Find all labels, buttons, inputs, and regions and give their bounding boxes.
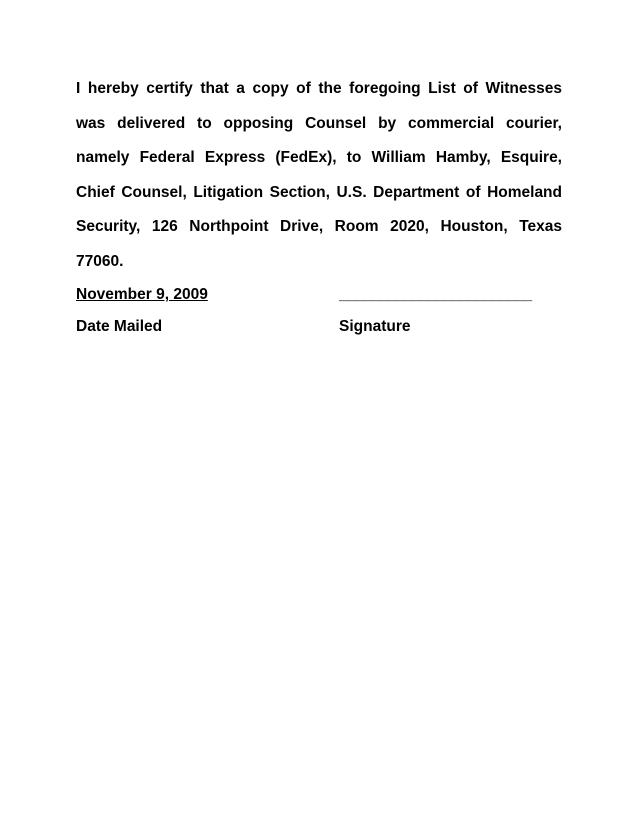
date-mailed-label: Date Mailed	[76, 318, 163, 335]
certificate-of-service-text: I hereby certify that a copy of the foregoing List of Witnesses was delivered to opposing Counsel by commercial courier, namely Federal Express (FedEx), to William Hamby, Esquire, Chief Counsel, Litigation Section, U.S. Department of Homeland Security, 126 Northpoint Drive, Room 2020, Houston, Texas 77060.	[76, 80, 562, 270]
date-signature-values-row	[76, 284, 562, 306]
date-mailed-value: November 9, 2009	[76, 286, 208, 303]
signature-line: ________________________	[339, 286, 532, 303]
signature-label: Signature	[339, 318, 411, 335]
date-signature-labels-row	[76, 316, 562, 338]
